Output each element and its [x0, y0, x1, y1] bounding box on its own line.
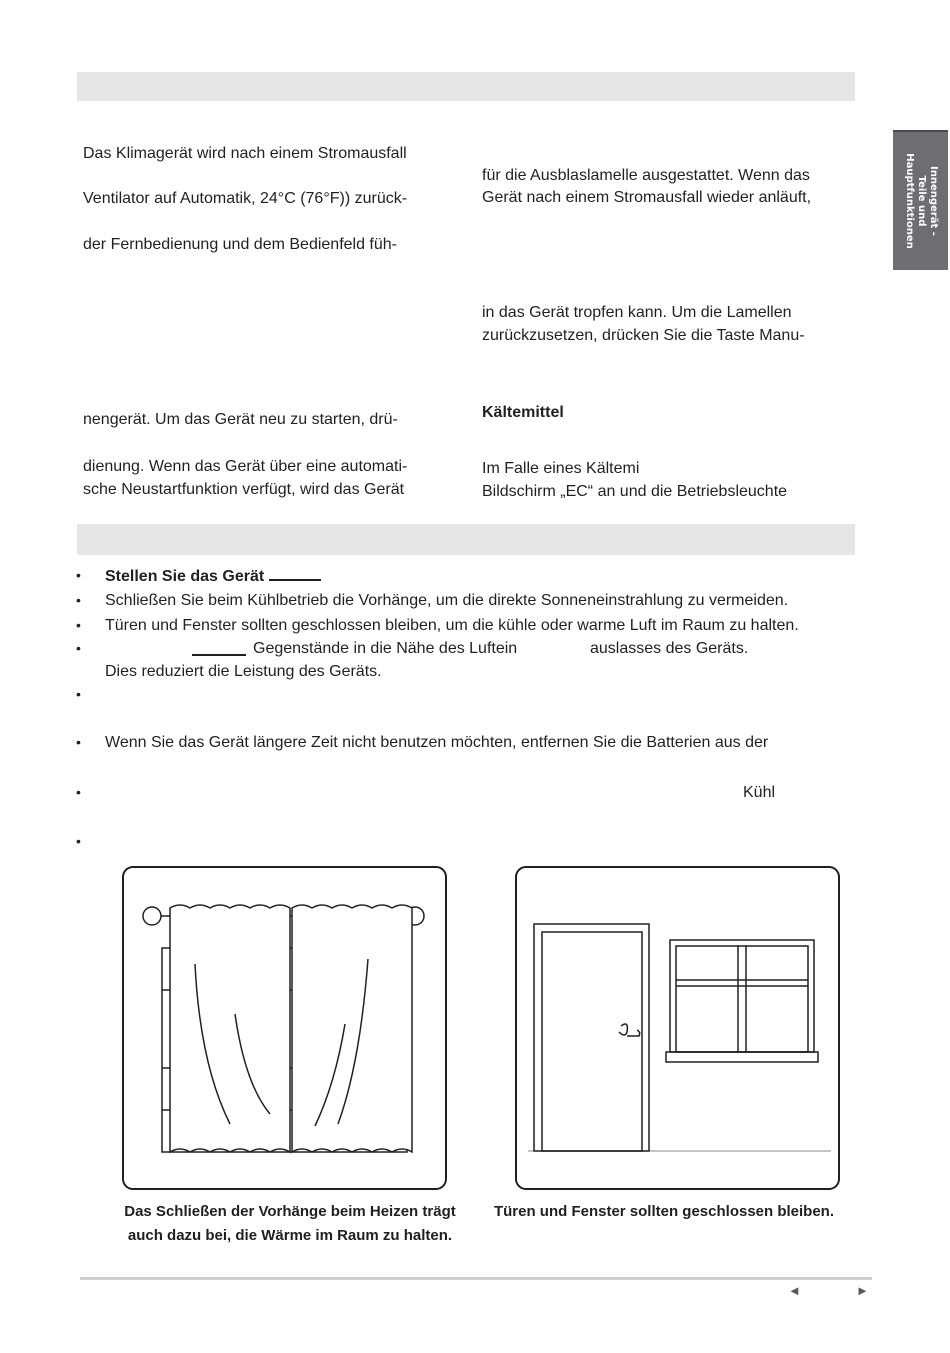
footer-divider: [80, 1277, 872, 1280]
right-col-line-1: für die Ausblaslamelle ausgestattet. Wenn das: [482, 167, 810, 184]
right-col-line-2: Gerät nach einem Stromausfall wieder anläuft,: [482, 189, 812, 206]
tip-4-part3: Dies reduziert die Leistung des Geräts.: [105, 663, 382, 680]
tip-2: Schließen Sie beim Kühlbetrieb die Vorhänge, um die direkte Sonneneinstrahlung zu vermeiden.: [105, 592, 789, 609]
tip-7-fragment: Kühl: [743, 784, 776, 801]
right-col-line-6: Im Falle eines Kältemi: [482, 460, 640, 477]
left-col-line-4: nengerät. Um das Gerät neu zu starten, drü-: [83, 411, 398, 428]
curtain-caption-line-1: Das Schließen der Vorhänge beim Heizen trägt: [124, 1203, 456, 1220]
right-col-line-4: zurückzusetzen, drücken Sie die Taste Manu-: [482, 327, 805, 344]
left-col-line-1: Das Klimagerät wird nach einem Stromausfall: [83, 145, 407, 162]
left-col-line-6: sche Neustartfunktion verfügt, wird das Gerät: [83, 481, 405, 498]
tip-3: Türen und Fenster sollten geschlossen bleiben, um die kühle oder warme Luft im Raum zu halten.: [105, 617, 799, 634]
tip-1: [105, 565, 321, 587]
door-caption-line-1: Türen und Fenster sollten geschlossen bleiben.: [493, 1203, 835, 1220]
chapter-side-tab-label: Innengerät - Teile und Hauptfunktionen: [903, 153, 939, 249]
bullet: •: [76, 617, 81, 633]
section-header-bar-tips: [77, 524, 855, 555]
right-col-line-3: in das Gerät tropfen kann. Um die Lamellen: [482, 304, 792, 321]
section-header-bar: [77, 72, 855, 101]
bullet: •: [76, 734, 81, 750]
bullet: •: [76, 567, 81, 583]
curtain-caption: [100, 1200, 480, 1248]
chapter-side-tab[interactable]: [893, 130, 948, 270]
bullet: •: [76, 784, 81, 800]
bullet: •: [76, 592, 81, 608]
curtain-caption-line-2: auch dazu bei, die Wärme im Raum zu halten.: [127, 1227, 453, 1244]
blank-underline: [192, 654, 246, 656]
refrigerant-heading: Kältemittel: [482, 404, 564, 421]
left-col-line-3: der Fernbedienung und dem Bedienfeld füh-: [83, 236, 397, 253]
left-col-line-2: Ventilator auf Automatik, 24°C (76°F)) zurück-: [83, 190, 408, 207]
blank-underline: [269, 565, 321, 581]
bullet: •: [76, 833, 81, 849]
next-page-icon[interactable]: ►: [856, 1283, 869, 1298]
right-col-line-7: Bildschirm „EC“ an und die Betriebsleuchte: [482, 483, 788, 500]
curtain-illustration: [120, 864, 450, 1192]
tip-4-part2: auslasses des Geräts.: [590, 640, 749, 657]
door-caption: [478, 1200, 850, 1224]
door-window-illustration: [513, 864, 843, 1192]
tip-4-part1: Gegenstände in die Nähe des Luftein: [253, 640, 518, 657]
left-col-line-5: dienung. Wenn das Gerät über eine automati-: [83, 458, 408, 475]
tip-6: Wenn Sie das Gerät längere Zeit nicht benutzen möchten, entfernen Sie die Batterien aus der: [105, 734, 769, 751]
bullet: •: [76, 640, 81, 656]
bullet: •: [76, 686, 81, 702]
tip-1-text: Stellen Sie das Gerät: [105, 568, 265, 585]
prev-page-icon[interactable]: ◄: [788, 1283, 801, 1298]
